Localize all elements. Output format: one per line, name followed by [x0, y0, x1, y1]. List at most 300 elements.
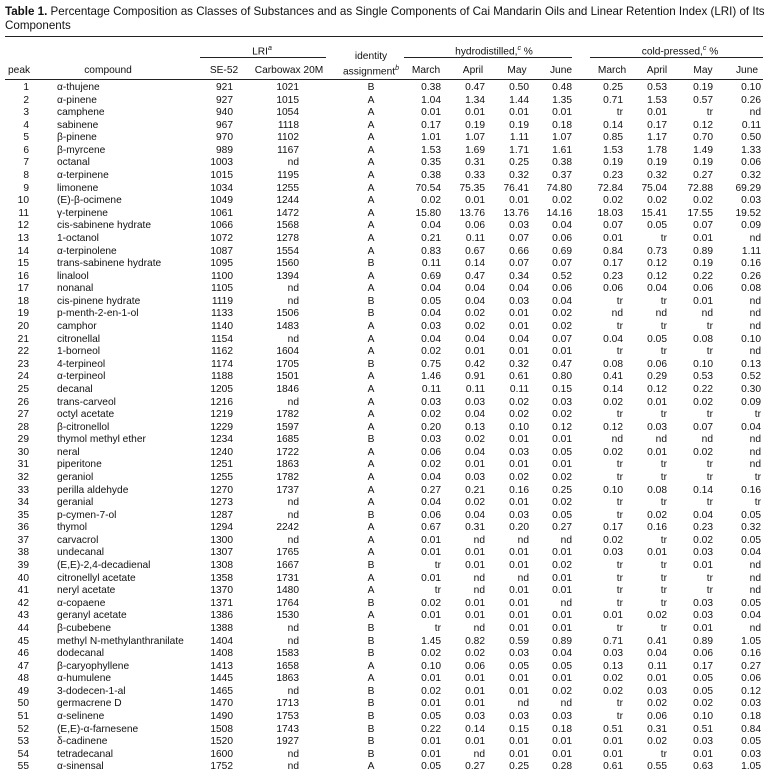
hydro-may: 0.19 — [509, 119, 529, 131]
cold-june: nd — [749, 585, 761, 597]
cold-march: 0.12 — [603, 421, 623, 433]
lri-carbowax: 1927 — [276, 736, 299, 748]
hydro-may: 0.32 — [509, 358, 529, 370]
table-row — [0, 472, 769, 485]
compound-name: geraniol — [57, 471, 94, 483]
peak-number: 20 — [17, 321, 29, 333]
hydro-march: 0.01 — [421, 673, 441, 685]
compound-name: p-menth-2-en-1-ol — [57, 308, 139, 320]
hydro-june: 0.02 — [552, 471, 572, 483]
cold-april: 0.01 — [647, 107, 667, 119]
hydro-march: 0.83 — [421, 245, 441, 257]
hydro-march: 0.02 — [421, 648, 441, 660]
cold-may: 0.02 — [693, 396, 713, 408]
cold-march: tr — [616, 459, 623, 471]
cold-june: nd — [749, 446, 761, 458]
cold-june: nd — [749, 346, 761, 358]
hydro-march: 0.04 — [421, 333, 441, 345]
table-row — [0, 397, 769, 410]
lri-se52: 1600 — [210, 748, 233, 760]
lri-se52: 1174 — [211, 358, 233, 370]
table-caption — [5, 5, 765, 33]
compound-name: α-humulene — [57, 673, 112, 685]
hydro-april: 0.04 — [465, 333, 485, 345]
hydro-june: 0.05 — [552, 660, 572, 672]
peak-number: 12 — [17, 220, 29, 232]
hydro-may: 0.01 — [509, 560, 529, 572]
compound-name: undecanal — [57, 547, 105, 559]
peak-number: 48 — [17, 673, 29, 685]
cold-june: 0.12 — [741, 685, 761, 697]
identity-assignment: B — [367, 736, 375, 748]
peak-number: 2 — [23, 94, 29, 106]
hydro-april: 0.02 — [465, 434, 485, 446]
cold-may: tr — [706, 585, 713, 597]
cold-june: 0.05 — [741, 509, 761, 521]
compound-name: p-cymen-7-ol — [57, 509, 117, 521]
cold-march: 0.85 — [603, 132, 623, 144]
table-row — [0, 422, 769, 435]
hydro-may: 0.02 — [509, 471, 529, 483]
lri-carbowax: 1583 — [276, 648, 299, 660]
compound-name: thymol methyl ether — [57, 434, 146, 446]
peak-number: 36 — [17, 522, 29, 534]
hydro-march: 1.01 — [421, 132, 441, 144]
peak-number: 10 — [17, 195, 29, 207]
cold-april: tr — [660, 748, 667, 760]
hydro-march: 0.01 — [421, 610, 441, 622]
compound-name: β-pinene — [57, 132, 97, 144]
hydro-june: 0.06 — [552, 283, 572, 295]
cold-june: 0.05 — [741, 597, 761, 609]
cold-april: 0.19 — [647, 157, 667, 169]
cold-april: 0.12 — [647, 270, 667, 282]
compound-name: α-copaene — [57, 597, 106, 609]
lri-carbowax: 1743 — [276, 723, 299, 735]
hydro-may: 0.10 — [509, 421, 529, 433]
cold-march: 0.04 — [603, 333, 623, 345]
cold-june: 0.09 — [741, 220, 761, 232]
hydro-march: 0.05 — [421, 295, 441, 307]
lri-carbowax: 2242 — [276, 522, 299, 534]
cold-march: 0.84 — [603, 245, 623, 257]
hydro-may: 0.01 — [509, 547, 529, 559]
lri-se52: 1300 — [210, 534, 233, 546]
hydro-april: 0.04 — [465, 509, 485, 521]
cold-march: 0.01 — [603, 232, 623, 244]
lri-se52: 1413 — [210, 660, 233, 672]
cold-march: 0.14 — [603, 383, 623, 395]
hydro-june: 0.01 — [552, 346, 572, 358]
cold-march: 0.71 — [603, 635, 623, 647]
hydro-march: 0.38 — [421, 82, 441, 93]
hydro-june: 0.28 — [552, 761, 572, 773]
cold-march: 0.25 — [603, 82, 623, 93]
lri-carbowax: nd — [287, 333, 299, 345]
hydro-march: 0.02 — [421, 597, 441, 609]
hydro-may: 0.01 — [509, 622, 529, 634]
hydro-may: 0.59 — [509, 635, 529, 647]
lri-carbowax: nd — [287, 635, 299, 647]
hydro-june: 0.48 — [552, 82, 572, 93]
peak-number: 32 — [17, 471, 29, 483]
lri-se52: 1270 — [210, 484, 233, 496]
hydro-april: 0.04 — [465, 295, 485, 307]
cold-march: 0.02 — [603, 396, 623, 408]
compound-name: octyl acetate — [57, 409, 115, 421]
cold-may: 0.27 — [693, 170, 713, 182]
cold-june: 1.11 — [741, 245, 761, 257]
hydro-april: 0.01 — [465, 459, 485, 471]
table-row — [0, 724, 769, 737]
hydro-march: 0.22 — [421, 723, 441, 735]
hydro-may: 0.07 — [509, 232, 529, 244]
hydro-april: 0.11 — [465, 232, 485, 244]
lri-carbowax: 1765 — [276, 547, 299, 559]
lri-se52: 1520 — [210, 736, 233, 748]
table-row — [0, 409, 769, 422]
peak-number: 27 — [17, 409, 29, 421]
hydro-june: 0.01 — [552, 673, 572, 685]
hydro-march: 0.01 — [421, 572, 441, 584]
cold-may: 0.05 — [693, 685, 713, 697]
hydro-may: 0.15 — [509, 723, 529, 735]
table-row — [0, 195, 769, 208]
hydro-march: 0.04 — [421, 471, 441, 483]
cold-march: tr — [616, 346, 623, 358]
cold-may: tr — [706, 471, 713, 483]
cold-march: 0.19 — [603, 157, 623, 169]
identity-assignment: A — [367, 182, 375, 194]
hydro-june: 0.01 — [552, 610, 572, 622]
cold-april: tr — [660, 295, 667, 307]
table-row — [0, 761, 769, 774]
lri-se52: 1229 — [210, 421, 233, 433]
hydro-june: 0.07 — [552, 258, 572, 270]
table-row — [0, 673, 769, 686]
table-row — [0, 497, 769, 510]
identity-assignment: B — [367, 295, 375, 307]
identity-assignment: B — [367, 698, 375, 710]
lri-se52: 1119 — [211, 295, 233, 307]
hydro-april: nd — [473, 572, 485, 584]
cold-april: 75.04 — [641, 182, 667, 194]
cold-march: 0.23 — [603, 170, 623, 182]
cold-june: tr — [754, 471, 761, 483]
hydro-may: 0.02 — [509, 409, 529, 421]
cold-april: 1.53 — [647, 94, 667, 106]
hydro-march: 0.02 — [421, 195, 441, 207]
cold-june: nd — [749, 107, 761, 119]
hydro-june: nd — [560, 698, 572, 710]
compound-name: germacrene D — [57, 698, 122, 710]
cold-pressed-group-rule — [590, 57, 763, 58]
hydro-may: 0.01 — [509, 434, 529, 446]
lri-se52: 1240 — [210, 446, 233, 458]
lri-se52: 940 — [216, 107, 233, 119]
cold-april: tr — [660, 597, 667, 609]
cold-april: tr — [660, 622, 667, 634]
cold-march: nd — [611, 434, 623, 446]
peak-number: 29 — [17, 434, 29, 446]
hydro-march: 0.02 — [421, 346, 441, 358]
cold-march: 72.84 — [597, 182, 623, 194]
table-title: Percentage Composition as Classes of Substances and as Single Components of Cai Mandarin Oils and Linear Retention Index (LRI) of Its Components — [5, 5, 765, 32]
hydro-march: 0.01 — [421, 748, 441, 760]
cold-june: nd — [749, 572, 761, 584]
cold-april: 0.29 — [647, 371, 667, 383]
cold-march: 0.23 — [603, 270, 623, 282]
lri-carbowax: 1278 — [276, 232, 299, 244]
hydro-june: 1.07 — [552, 132, 572, 144]
compound-name: camphor — [57, 321, 97, 333]
cold-june: 0.26 — [741, 94, 761, 106]
hydro-april: 0.47 — [465, 270, 485, 282]
lri-se52: 1049 — [210, 195, 233, 207]
cold-april: 0.01 — [647, 396, 667, 408]
table-row — [0, 107, 769, 120]
cold-march: tr — [616, 295, 623, 307]
table-row — [0, 510, 769, 523]
hydro-march: 0.35 — [421, 157, 441, 169]
table-row — [0, 610, 769, 623]
table-row — [0, 359, 769, 372]
cold-march: 0.02 — [603, 673, 623, 685]
cold-april: nd — [655, 434, 667, 446]
lri-carbowax: 1255 — [276, 182, 299, 194]
hydro-april: 0.47 — [465, 82, 485, 93]
hydro-june: 0.69 — [552, 245, 572, 257]
hydro-may: 0.03 — [509, 220, 529, 232]
table-row — [0, 636, 769, 649]
peak-number: 28 — [17, 421, 29, 433]
cold-june: 0.05 — [741, 736, 761, 748]
peak-number: 14 — [17, 245, 29, 257]
hydro-april: 0.03 — [465, 711, 485, 722]
hydro-april: 1.69 — [465, 144, 485, 156]
hydro-april: 0.01 — [465, 610, 485, 622]
identity-assignment: B — [367, 258, 375, 270]
cold-march: tr — [616, 560, 623, 572]
lri-se52: 1251 — [210, 459, 233, 471]
hydro-march: 1.45 — [421, 635, 441, 647]
lri-se52: 1219 — [210, 409, 233, 421]
hydro-june: 0.37 — [552, 170, 572, 182]
table-row — [0, 623, 769, 636]
peak-number: 55 — [17, 761, 29, 773]
hydro-april: 0.31 — [465, 157, 485, 169]
cold-june: 0.26 — [741, 270, 761, 282]
lri-se52: 1273 — [210, 497, 233, 509]
lri-se52: 1508 — [210, 723, 233, 735]
lri-carbowax: 1015 — [276, 94, 299, 106]
peak-number: 39 — [17, 560, 29, 572]
table-row — [0, 547, 769, 560]
peak-number: 8 — [23, 170, 29, 182]
cold-may: 0.03 — [693, 547, 713, 559]
hydro-march: tr — [434, 585, 441, 597]
identity-assignment: A — [367, 157, 375, 169]
compound-name: β-cubebene — [57, 622, 112, 634]
cold-june: 0.13 — [741, 358, 761, 370]
identity-assignment: B — [367, 509, 375, 521]
table-row — [0, 522, 769, 535]
peak-number: 31 — [17, 459, 29, 471]
cold-june: 0.08 — [741, 283, 761, 295]
lri-se52: 1205 — [210, 383, 233, 395]
hydro-june: 0.07 — [552, 333, 572, 345]
cold-april: 0.11 — [647, 660, 667, 672]
hydro-may: 0.61 — [509, 371, 529, 383]
cold-may: 0.53 — [693, 371, 713, 383]
lri-carbowax: 1195 — [277, 170, 299, 182]
lri-carbowax: 1560 — [276, 258, 299, 270]
table-row — [0, 346, 769, 359]
hydro-june: 0.18 — [552, 119, 572, 131]
lri-se52: 1216 — [210, 396, 233, 408]
cold-april: 0.55 — [647, 761, 667, 773]
cold-may: 72.88 — [687, 182, 713, 194]
hydro-april: 0.01 — [465, 195, 485, 207]
hydro-april: 0.01 — [465, 560, 485, 572]
cold-may: tr — [706, 321, 713, 333]
cold-may: 0.01 — [693, 622, 713, 634]
month-header: May — [507, 65, 527, 76]
cold-june: 0.32 — [741, 170, 761, 182]
identity-assignment: A — [367, 547, 375, 559]
cold-april: 0.06 — [647, 358, 667, 370]
lri-se52: 1140 — [211, 321, 233, 333]
lri-carbowax: 1118 — [277, 119, 299, 131]
hydro-april: nd — [473, 748, 485, 760]
hydro-june: 0.52 — [552, 270, 572, 282]
cold-june: nd — [749, 434, 761, 446]
table-row — [0, 447, 769, 460]
cold-march: tr — [616, 698, 623, 710]
hydro-june: 0.01 — [552, 547, 572, 559]
hydro-march: 1.04 — [421, 94, 441, 106]
hydro-may: 0.04 — [509, 283, 529, 295]
hydro-june: 0.89 — [552, 635, 572, 647]
lri-carbowax: 1021 — [276, 82, 299, 93]
identity-assignment: A — [367, 107, 375, 119]
lri-carbowax: 1530 — [276, 610, 299, 622]
cold-april: tr — [660, 321, 667, 333]
hydro-april: 0.13 — [465, 421, 485, 433]
table-number: Table 1. — [5, 5, 48, 18]
month-header: March — [411, 65, 441, 76]
lri-carbowax: nd — [287, 497, 299, 509]
cold-april: 0.53 — [647, 82, 667, 93]
compound-name: geranyl acetate — [57, 610, 127, 622]
compound-name: carvacrol — [57, 534, 99, 546]
cold-may: 0.23 — [693, 522, 713, 534]
hydro-may: 0.01 — [509, 346, 529, 358]
compound-name: sabinene — [57, 119, 99, 131]
hydro-may: 0.04 — [509, 333, 529, 345]
lri-carbowax: 1054 — [276, 107, 299, 119]
cold-may: 0.04 — [693, 509, 713, 521]
hydro-march: 0.20 — [421, 421, 441, 433]
identity-header-line1: identity — [354, 51, 388, 62]
cold-march: 0.02 — [603, 534, 623, 546]
hydro-may: 0.03 — [509, 295, 529, 307]
cold-march: 0.41 — [603, 371, 623, 383]
lri-se52: 989 — [216, 144, 233, 156]
cold-march: tr — [616, 711, 623, 722]
compound-name: nonanal — [57, 283, 94, 295]
peak-number: 23 — [17, 358, 29, 370]
compound-name: limonene — [57, 182, 99, 194]
identity-assignment: A — [367, 321, 375, 333]
cold-march: 0.03 — [603, 648, 623, 660]
hydro-june: 0.05 — [552, 446, 572, 458]
lri-carbowax: nd — [287, 157, 299, 169]
identity-assignment: B — [367, 622, 375, 634]
cold-may: 0.22 — [693, 270, 713, 282]
table-row — [0, 485, 769, 498]
cold-april: 0.31 — [647, 723, 667, 735]
cold-march: 0.02 — [603, 195, 623, 207]
carbowax-header: Carbowax 20M — [254, 65, 324, 76]
compound-name: octanal — [57, 157, 90, 169]
identity-assignment: A — [367, 660, 375, 672]
hydro-may: 0.25 — [509, 761, 529, 773]
cold-april: 0.05 — [647, 220, 667, 232]
peak-number: 3 — [23, 107, 29, 119]
peak-number: 54 — [17, 748, 29, 760]
cold-march: 1.53 — [603, 144, 623, 156]
cold-april: 0.17 — [647, 119, 667, 131]
cold-may: 0.22 — [693, 383, 713, 395]
compound-name: neral — [57, 446, 80, 458]
cold-april: tr — [660, 585, 667, 597]
identity-assignment: A — [367, 471, 375, 483]
cold-march: 0.08 — [603, 358, 623, 370]
hydro-april: 0.06 — [465, 220, 485, 232]
hydro-june: 0.02 — [552, 195, 572, 207]
lri-group-rule — [200, 57, 326, 58]
cold-june: 0.52 — [741, 371, 761, 383]
identity-assignment: B — [367, 82, 375, 93]
lri-se52: 1287 — [210, 509, 233, 521]
cold-march: 0.71 — [603, 94, 623, 106]
hydro-march: 0.02 — [421, 685, 441, 697]
hydro-april: 0.03 — [465, 396, 485, 408]
hydro-may: nd — [517, 572, 529, 584]
peak-number: 18 — [17, 295, 29, 307]
lri-se52: 1255 — [210, 471, 233, 483]
identity-assignment: A — [367, 409, 375, 421]
hydro-march: 0.10 — [421, 660, 441, 672]
table-row — [0, 711, 769, 724]
cold-march: tr — [616, 622, 623, 634]
hydro-may: 0.01 — [509, 497, 529, 509]
cold-may: 0.07 — [693, 421, 713, 433]
lri-se52: 927 — [216, 94, 233, 106]
lri-carbowax: 1167 — [277, 144, 299, 156]
table-row — [0, 132, 769, 145]
hydro-april: 1.34 — [465, 94, 485, 106]
compound-name: trans-sabinene hydrate — [57, 258, 162, 270]
hydro-april: 0.01 — [465, 346, 485, 358]
peak-number: 24 — [17, 371, 29, 383]
hydro-april: 0.14 — [465, 723, 485, 735]
cold-june: nd — [749, 232, 761, 244]
cold-may: 0.12 — [693, 119, 713, 131]
identity-assignment: A — [367, 170, 375, 182]
cold-may: 0.14 — [693, 484, 713, 496]
